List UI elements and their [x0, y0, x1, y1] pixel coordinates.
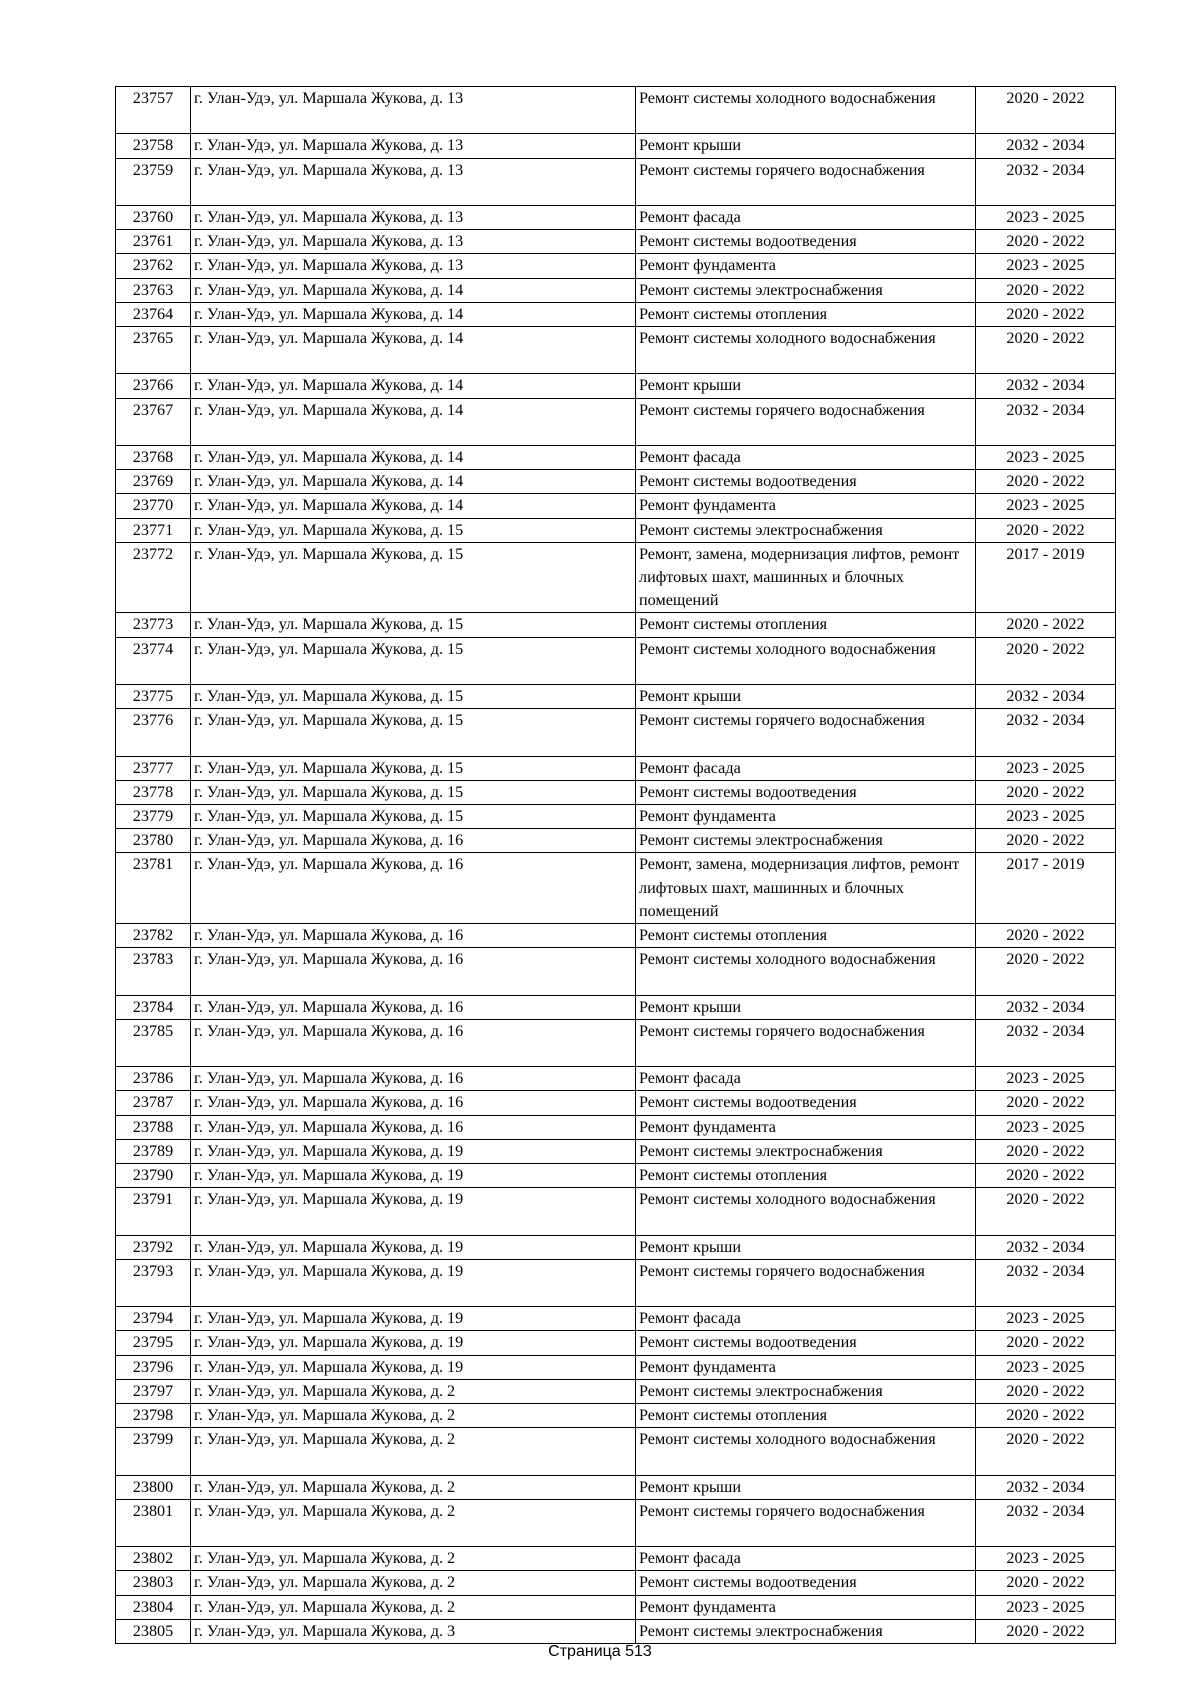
address-cell: г. Улан-Удэ, ул. Маршала Жукова, д. 19 [191, 1164, 636, 1188]
table-row [116, 87, 1116, 134]
address-cell: г. Улан-Удэ, ул. Маршала Жукова, д. 14 [191, 374, 636, 398]
row-number-cell: 23781 [116, 853, 191, 924]
table-row [116, 374, 1116, 398]
address-cell: г. Улан-Удэ, ул. Маршала Жукова, д. 2 [191, 1475, 636, 1499]
row-number-cell: 23759 [116, 158, 191, 205]
period-cell: 2032 - 2034 [976, 1235, 1116, 1259]
address-cell: г. Улан-Удэ, ул. Маршала Жукова, д. 16 [191, 948, 636, 995]
work-type-cell: Ремонт системы отопления [636, 1404, 976, 1428]
row-number-cell: 23767 [116, 398, 191, 445]
row-number-cell: 23772 [116, 542, 191, 613]
work-type-cell: Ремонт, замена, модернизация лифтов, ремонт лифтовых шахт, машинных и блочных помещений [636, 542, 976, 613]
row-number-cell: 23780 [116, 829, 191, 853]
period-cell: 2023 - 2025 [976, 756, 1116, 780]
period-cell: 2032 - 2034 [976, 158, 1116, 205]
work-type-cell: Ремонт системы холодного водоснабжения [636, 87, 976, 134]
work-type-cell: Ремонт системы холодного водоснабжения [636, 637, 976, 684]
table-row [116, 205, 1116, 229]
address-cell: г. Улан-Удэ, ул. Маршала Жукова, д. 16 [191, 1115, 636, 1139]
table-row [116, 1499, 1116, 1546]
address-cell: г. Улан-Удэ, ул. Маршала Жукова, д. 19 [191, 1355, 636, 1379]
row-number-cell: 23795 [116, 1331, 191, 1355]
address-cell: г. Улан-Удэ, ул. Маршала Жукова, д. 14 [191, 445, 636, 469]
address-cell: г. Улан-Удэ, ул. Маршала Жукова, д. 15 [191, 805, 636, 829]
row-number-cell: 23804 [116, 1595, 191, 1619]
row-number-cell: 23792 [116, 1235, 191, 1259]
table-row [116, 1547, 1116, 1571]
row-number-cell: 23758 [116, 134, 191, 158]
period-cell: 2032 - 2034 [976, 685, 1116, 709]
row-number-cell: 23788 [116, 1115, 191, 1139]
period-cell: 2017 - 2019 [976, 853, 1116, 924]
work-type-cell: Ремонт системы электроснабжения [636, 1379, 976, 1403]
table-row [116, 805, 1116, 829]
work-type-cell: Ремонт фундамента [636, 1115, 976, 1139]
table-row [116, 1091, 1116, 1115]
row-number-cell: 23790 [116, 1164, 191, 1188]
address-cell: г. Улан-Удэ, ул. Маршала Жукова, д. 19 [191, 1331, 636, 1355]
period-cell: 2023 - 2025 [976, 205, 1116, 229]
work-type-cell: Ремонт системы электроснабжения [636, 829, 976, 853]
period-cell: 2023 - 2025 [976, 254, 1116, 278]
row-number-cell: 23777 [116, 756, 191, 780]
period-cell: 2020 - 2022 [976, 302, 1116, 326]
address-cell: г. Улан-Удэ, ул. Маршала Жукова, д. 15 [191, 780, 636, 804]
period-cell: 2020 - 2022 [976, 470, 1116, 494]
table-row [116, 853, 1116, 924]
period-cell: 2032 - 2034 [976, 1259, 1116, 1306]
row-number-cell: 23770 [116, 494, 191, 518]
table-row [116, 1139, 1116, 1163]
work-type-cell: Ремонт крыши [636, 374, 976, 398]
address-cell: г. Улан-Удэ, ул. Маршала Жукова, д. 13 [191, 87, 636, 134]
row-number-cell: 23785 [116, 1019, 191, 1066]
table-row [116, 158, 1116, 205]
table-row [116, 995, 1116, 1019]
table-row [116, 494, 1116, 518]
address-cell: г. Улан-Удэ, ул. Маршала Жукова, д. 15 [191, 542, 636, 613]
row-number-cell: 23766 [116, 374, 191, 398]
address-cell: г. Улан-Удэ, ул. Маршала Жукова, д. 16 [191, 829, 636, 853]
table-row [116, 470, 1116, 494]
work-type-cell: Ремонт фасада [636, 1067, 976, 1091]
table-row [116, 542, 1116, 613]
row-number-cell: 23793 [116, 1259, 191, 1306]
address-cell: г. Улан-Удэ, ул. Маршала Жукова, д. 15 [191, 756, 636, 780]
table-row [116, 637, 1116, 684]
period-cell: 2032 - 2034 [976, 1019, 1116, 1066]
work-type-cell: Ремонт фасада [636, 756, 976, 780]
work-type-cell: Ремонт фундамента [636, 805, 976, 829]
address-cell: г. Улан-Удэ, ул. Маршала Жукова, д. 14 [191, 398, 636, 445]
period-cell: 2020 - 2022 [976, 924, 1116, 948]
row-number-cell: 23768 [116, 445, 191, 469]
work-type-cell: Ремонт системы горячего водоснабжения [636, 1019, 976, 1066]
period-cell: 2020 - 2022 [976, 613, 1116, 637]
table-row [116, 1355, 1116, 1379]
work-type-cell: Ремонт системы электроснабжения [636, 1139, 976, 1163]
period-cell: 2020 - 2022 [976, 230, 1116, 254]
table-row [116, 445, 1116, 469]
work-type-cell: Ремонт крыши [636, 134, 976, 158]
period-cell: 2023 - 2025 [976, 1307, 1116, 1331]
address-cell: г. Улан-Удэ, ул. Маршала Жукова, д. 2 [191, 1404, 636, 1428]
table-row [116, 1115, 1116, 1139]
row-number-cell: 23786 [116, 1067, 191, 1091]
address-cell: г. Улан-Удэ, ул. Маршала Жукова, д. 13 [191, 230, 636, 254]
work-type-cell: Ремонт системы холодного водоснабжения [636, 1428, 976, 1475]
table-row [116, 613, 1116, 637]
work-type-cell: Ремонт системы водоотведения [636, 470, 976, 494]
period-cell: 2020 - 2022 [976, 1571, 1116, 1595]
table-row [116, 1259, 1116, 1306]
row-number-cell: 23784 [116, 995, 191, 1019]
period-cell: 2032 - 2034 [976, 374, 1116, 398]
address-cell: г. Улан-Удэ, ул. Маршала Жукова, д. 13 [191, 254, 636, 278]
page-number: Страница 513 [548, 1643, 652, 1660]
address-cell: г. Улан-Удэ, ул. Маршала Жукова, д. 2 [191, 1499, 636, 1546]
work-type-cell: Ремонт системы горячего водоснабжения [636, 398, 976, 445]
row-number-cell: 23802 [116, 1547, 191, 1571]
work-type-cell: Ремонт системы водоотведения [636, 1331, 976, 1355]
period-cell: 2023 - 2025 [976, 1595, 1116, 1619]
table-row [116, 1235, 1116, 1259]
table-row [116, 1595, 1116, 1619]
period-cell: 2020 - 2022 [976, 1404, 1116, 1428]
work-type-cell: Ремонт системы отопления [636, 1164, 976, 1188]
period-cell: 2020 - 2022 [976, 87, 1116, 134]
work-type-cell: Ремонт крыши [636, 685, 976, 709]
address-cell: г. Улан-Удэ, ул. Маршала Жукова, д. 19 [191, 1259, 636, 1306]
table-row [116, 756, 1116, 780]
row-number-cell: 23803 [116, 1571, 191, 1595]
work-type-cell: Ремонт фасада [636, 445, 976, 469]
period-cell: 2020 - 2022 [976, 1428, 1116, 1475]
row-number-cell: 23791 [116, 1188, 191, 1235]
row-number-cell: 23775 [116, 685, 191, 709]
row-number-cell: 23801 [116, 1499, 191, 1546]
work-type-cell: Ремонт фундамента [636, 254, 976, 278]
period-cell: 2020 - 2022 [976, 327, 1116, 374]
row-number-cell: 23765 [116, 327, 191, 374]
work-type-cell: Ремонт системы отопления [636, 613, 976, 637]
table-row [116, 518, 1116, 542]
table-row [116, 685, 1116, 709]
address-cell: г. Улан-Удэ, ул. Маршала Жукова, д. 16 [191, 995, 636, 1019]
row-number-cell: 23760 [116, 205, 191, 229]
table-row [116, 1331, 1116, 1355]
address-cell: г. Улан-Удэ, ул. Маршала Жукова, д. 14 [191, 470, 636, 494]
address-cell: г. Улан-Удэ, ул. Маршала Жукова, д. 15 [191, 518, 636, 542]
period-cell: 2017 - 2019 [976, 542, 1116, 613]
period-cell: 2020 - 2022 [976, 780, 1116, 804]
table-row [116, 1619, 1116, 1643]
period-cell: 2020 - 2022 [976, 1188, 1116, 1235]
address-cell: г. Улан-Удэ, ул. Маршала Жукова, д. 15 [191, 613, 636, 637]
work-type-cell: Ремонт фасада [636, 205, 976, 229]
period-cell: 2032 - 2034 [976, 398, 1116, 445]
address-cell: г. Улан-Удэ, ул. Маршала Жукова, д. 15 [191, 709, 636, 756]
address-cell: г. Улан-Удэ, ул. Маршала Жукова, д. 2 [191, 1428, 636, 1475]
table-body [116, 87, 1116, 1644]
work-type-cell: Ремонт системы водоотведения [636, 230, 976, 254]
period-cell: 2023 - 2025 [976, 1355, 1116, 1379]
row-number-cell: 23783 [116, 948, 191, 995]
table-row [116, 1188, 1116, 1235]
period-cell: 2020 - 2022 [976, 948, 1116, 995]
row-number-cell: 23798 [116, 1404, 191, 1428]
table-row [116, 948, 1116, 995]
address-cell: г. Улан-Удэ, ул. Маршала Жукова, д. 3 [191, 1619, 636, 1643]
row-number-cell: 23794 [116, 1307, 191, 1331]
address-cell: г. Улан-Удэ, ул. Маршала Жукова, д. 16 [191, 853, 636, 924]
address-cell: г. Улан-Удэ, ул. Маршала Жукова, д. 13 [191, 158, 636, 205]
work-type-cell: Ремонт системы водоотведения [636, 780, 976, 804]
row-number-cell: 23769 [116, 470, 191, 494]
address-cell: г. Улан-Удэ, ул. Маршала Жукова, д. 19 [191, 1307, 636, 1331]
address-cell: г. Улан-Удэ, ул. Маршала Жукова, д. 16 [191, 924, 636, 948]
work-type-cell: Ремонт, замена, модернизация лифтов, ремонт лифтовых шахт, машинных и блочных помещений [636, 853, 976, 924]
address-cell: г. Улан-Удэ, ул. Маршала Жукова, д. 14 [191, 327, 636, 374]
row-number-cell: 23778 [116, 780, 191, 804]
row-number-cell: 23800 [116, 1475, 191, 1499]
row-number-cell: 23787 [116, 1091, 191, 1115]
repair-schedule-table [115, 86, 1116, 1644]
period-cell: 2020 - 2022 [976, 1139, 1116, 1163]
work-type-cell: Ремонт системы холодного водоснабжения [636, 1188, 976, 1235]
table-row [116, 278, 1116, 302]
table-row [116, 924, 1116, 948]
work-type-cell: Ремонт фундамента [636, 1355, 976, 1379]
period-cell: 2020 - 2022 [976, 1619, 1116, 1643]
work-type-cell: Ремонт системы электроснабжения [636, 278, 976, 302]
address-cell: г. Улан-Удэ, ул. Маршала Жукова, д. 15 [191, 685, 636, 709]
work-type-cell: Ремонт фасада [636, 1307, 976, 1331]
work-type-cell: Ремонт системы горячего водоснабжения [636, 158, 976, 205]
table-row [116, 1019, 1116, 1066]
period-cell: 2020 - 2022 [976, 1379, 1116, 1403]
work-type-cell: Ремонт крыши [636, 1475, 976, 1499]
address-cell: г. Улан-Удэ, ул. Маршала Жукова, д. 2 [191, 1379, 636, 1403]
table-row [116, 829, 1116, 853]
row-number-cell: 23757 [116, 87, 191, 134]
table-row [116, 1404, 1116, 1428]
work-type-cell: Ремонт фасада [636, 1547, 976, 1571]
address-cell: г. Улан-Удэ, ул. Маршала Жукова, д. 2 [191, 1595, 636, 1619]
period-cell: 2020 - 2022 [976, 1331, 1116, 1355]
work-type-cell: Ремонт крыши [636, 1235, 976, 1259]
work-type-cell: Ремонт системы электроснабжения [636, 518, 976, 542]
table-row [116, 1571, 1116, 1595]
table-row [116, 1067, 1116, 1091]
table-row [116, 134, 1116, 158]
row-number-cell: 23761 [116, 230, 191, 254]
period-cell: 2023 - 2025 [976, 1067, 1116, 1091]
row-number-cell: 23764 [116, 302, 191, 326]
work-type-cell: Ремонт системы холодного водоснабжения [636, 948, 976, 995]
row-number-cell: 23779 [116, 805, 191, 829]
period-cell: 2023 - 2025 [976, 494, 1116, 518]
row-number-cell: 23789 [116, 1139, 191, 1163]
period-cell: 2020 - 2022 [976, 278, 1116, 302]
table-row [116, 302, 1116, 326]
table-row [116, 1428, 1116, 1475]
address-cell: г. Улан-Удэ, ул. Маршала Жукова, д. 19 [191, 1235, 636, 1259]
row-number-cell: 23763 [116, 278, 191, 302]
table-row [116, 1307, 1116, 1331]
address-cell: г. Улан-Удэ, ул. Маршала Жукова, д. 13 [191, 205, 636, 229]
period-cell: 2032 - 2034 [976, 134, 1116, 158]
row-number-cell: 23776 [116, 709, 191, 756]
work-type-cell: Ремонт системы горячего водоснабжения [636, 709, 976, 756]
table-row [116, 780, 1116, 804]
period-cell: 2032 - 2034 [976, 709, 1116, 756]
row-number-cell: 23773 [116, 613, 191, 637]
address-cell: г. Улан-Удэ, ул. Маршала Жукова, д. 16 [191, 1067, 636, 1091]
table-row [116, 709, 1116, 756]
table-row [116, 1379, 1116, 1403]
work-type-cell: Ремонт системы отопления [636, 302, 976, 326]
period-cell: 2023 - 2025 [976, 1547, 1116, 1571]
address-cell: г. Улан-Удэ, ул. Маршала Жукова, д. 14 [191, 494, 636, 518]
work-type-cell: Ремонт системы электроснабжения [636, 1619, 976, 1643]
work-type-cell: Ремонт крыши [636, 995, 976, 1019]
row-number-cell: 23782 [116, 924, 191, 948]
row-number-cell: 23797 [116, 1379, 191, 1403]
period-cell: 2023 - 2025 [976, 445, 1116, 469]
row-number-cell: 23796 [116, 1355, 191, 1379]
address-cell: г. Улан-Удэ, ул. Маршала Жукова, д. 19 [191, 1188, 636, 1235]
address-cell: г. Улан-Удэ, ул. Маршала Жукова, д. 16 [191, 1091, 636, 1115]
row-number-cell: 23799 [116, 1428, 191, 1475]
period-cell: 2032 - 2034 [976, 995, 1116, 1019]
address-cell: г. Улан-Удэ, ул. Маршала Жукова, д. 16 [191, 1019, 636, 1066]
address-cell: г. Улан-Удэ, ул. Маршала Жукова, д. 15 [191, 637, 636, 684]
work-type-cell: Ремонт системы водоотведения [636, 1571, 976, 1595]
period-cell: 2020 - 2022 [976, 1091, 1116, 1115]
address-cell: г. Улан-Удэ, ул. Маршала Жукова, д. 13 [191, 134, 636, 158]
period-cell: 2020 - 2022 [976, 637, 1116, 684]
table-row [116, 254, 1116, 278]
work-type-cell: Ремонт системы холодного водоснабжения [636, 327, 976, 374]
period-cell: 2032 - 2034 [976, 1499, 1116, 1546]
period-cell: 2020 - 2022 [976, 518, 1116, 542]
period-cell: 2020 - 2022 [976, 829, 1116, 853]
address-cell: г. Улан-Удэ, ул. Маршала Жукова, д. 14 [191, 278, 636, 302]
row-number-cell: 23805 [116, 1619, 191, 1643]
table-row [116, 1164, 1116, 1188]
table-row [116, 1475, 1116, 1499]
work-type-cell: Ремонт системы водоотведения [636, 1091, 976, 1115]
table-row [116, 327, 1116, 374]
row-number-cell: 23771 [116, 518, 191, 542]
document-page [115, 86, 1115, 1644]
address-cell: г. Улан-Удэ, ул. Маршала Жукова, д. 2 [191, 1547, 636, 1571]
period-cell: 2020 - 2022 [976, 1164, 1116, 1188]
period-cell: 2023 - 2025 [976, 1115, 1116, 1139]
work-type-cell: Ремонт фундамента [636, 1595, 976, 1619]
address-cell: г. Улан-Удэ, ул. Маршала Жукова, д. 14 [191, 302, 636, 326]
work-type-cell: Ремонт системы горячего водоснабжения [636, 1259, 976, 1306]
work-type-cell: Ремонт системы горячего водоснабжения [636, 1499, 976, 1546]
address-cell: г. Улан-Удэ, ул. Маршала Жукова, д. 19 [191, 1139, 636, 1163]
work-type-cell: Ремонт фундамента [636, 494, 976, 518]
row-number-cell: 23774 [116, 637, 191, 684]
table-row [116, 398, 1116, 445]
address-cell: г. Улан-Удэ, ул. Маршала Жукова, д. 2 [191, 1571, 636, 1595]
work-type-cell: Ремонт системы отопления [636, 924, 976, 948]
period-cell: 2032 - 2034 [976, 1475, 1116, 1499]
period-cell: 2023 - 2025 [976, 805, 1116, 829]
row-number-cell: 23762 [116, 254, 191, 278]
table-row [116, 230, 1116, 254]
